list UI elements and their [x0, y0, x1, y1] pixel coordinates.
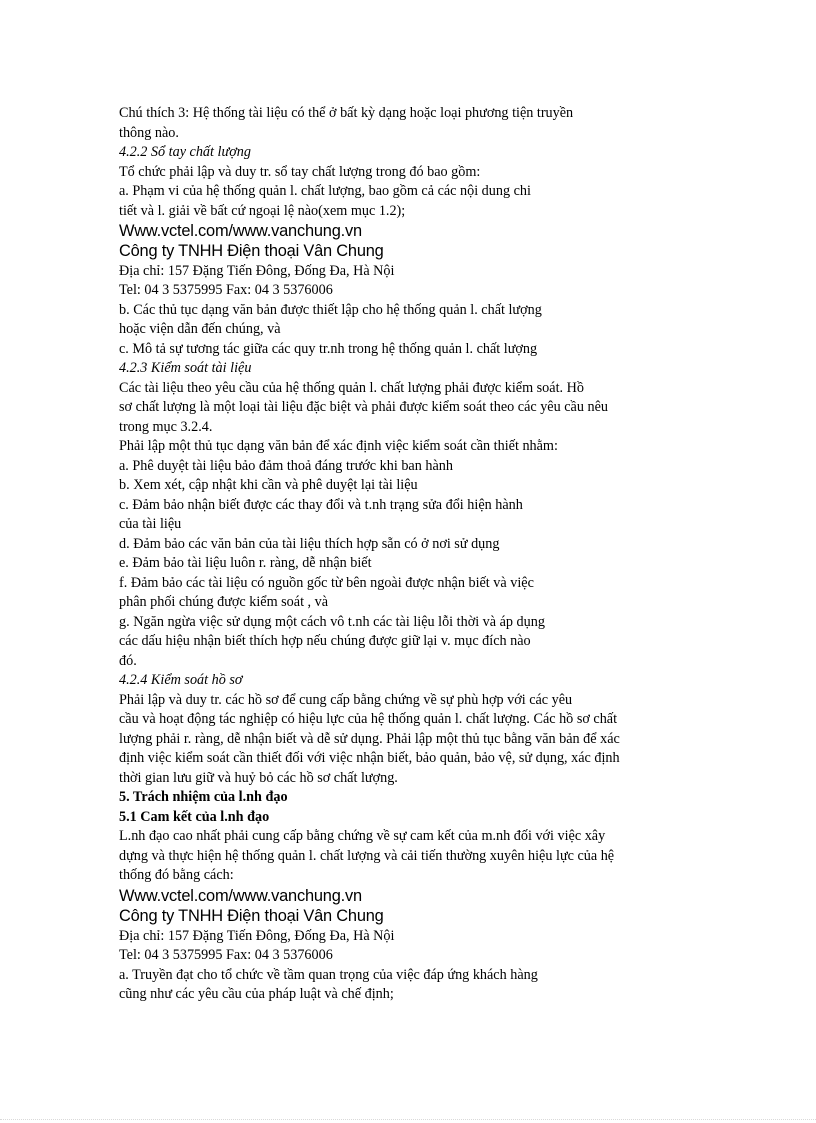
- text-line: Tổ chức phải lập và duy tr. sổ tay chất lượng trong đó bao gồm:: [119, 163, 481, 180]
- text-line: trong mục 3.2.4.: [119, 418, 213, 435]
- company-info-line: Công ty TNHH Điện thoại Vân Chung: [119, 907, 384, 926]
- text-line: cũng như các yêu cầu của pháp luật và chế định;: [119, 986, 394, 1003]
- text-line: định việc kiểm soát cần thiết đối với việc nhận biết, bảo quản, bảo vệ, sử dụng, xác định: [119, 750, 620, 767]
- document-page: [119, 104, 719, 1005]
- section-heading: 4.2.3 Kiểm soát tài liệu: [119, 360, 252, 377]
- text-line: Chú thích 3: Hệ thống tài liệu có thể ở bất kỳ dạng hoặc loại phương tiện truyền: [119, 105, 574, 121]
- text-line: dựng và thực hiện hệ thống quản l. chất lượng và cải tiến thường xuyên hiệu lực của hệ: [119, 847, 615, 864]
- text-line: thông nào.: [119, 124, 179, 141]
- text-line: đó.: [119, 652, 137, 669]
- text-line: b. Các thủ tục dạng văn bản được thiết lập cho hệ thống quản l. chất lượng: [119, 301, 542, 318]
- company-info-line: Công ty TNHH Điện thoại Vân Chung: [119, 242, 384, 261]
- text-line: thống đó bằng cách:: [119, 867, 234, 884]
- page-bottom-rule: [0, 1119, 816, 1120]
- text-line: Các tài liệu theo yêu cầu của hệ thống quản l. chất lượng phải được kiểm soát. Hồ: [119, 379, 584, 396]
- text-line: sơ chất lượng là một loại tài liệu đặc biệt và phải được kiểm soát theo các yêu cầu nêu: [119, 399, 608, 416]
- text-line: lượng phải r. ràng, dễ nhận biết và dễ sử dụng. Phải lập một thủ tục bằng văn bản để xác: [119, 730, 620, 747]
- text-line: d. Đảm bảo các văn bản của tài liệu thích hợp sẵn có ở nơi sử dụng: [119, 535, 500, 552]
- text-line: Tel: 04 3 5375995 Fax: 04 3 5376006: [119, 282, 333, 299]
- text-line: hoặc viện dẫn đến chúng, và: [119, 321, 281, 338]
- text-line: phân phối chúng được kiểm soát , và: [119, 594, 329, 611]
- text-line: của tài liệu: [119, 516, 182, 533]
- text-line: Tel: 04 3 5375995 Fax: 04 3 5376006: [119, 947, 333, 964]
- text-line: Địa chỉ: 157 Đặng Tiến Đông, Đống Đa, Hà Nội: [119, 927, 395, 944]
- text-line: b. Xem xét, cập nhật khi cần và phê duyệt lại tài liệu: [119, 477, 418, 494]
- text-line: e. Đảm bảo tài liệu luôn r. ràng, dễ nhận biết: [119, 555, 372, 572]
- chapter-heading: 5. Trách nhiệm của l.nh đạo: [119, 789, 288, 806]
- text-line: c. Mô tả sự tương tác giữa các quy tr.nh trong hệ thống quản l. chất lượng: [119, 340, 538, 357]
- company-info-line: Www.vctel.com/www.vanchung.vn: [119, 886, 362, 905]
- text-line: cầu và hoạt động tác nghiệp có hiệu lực của hệ thống quản l. chất lượng. Các hồ sơ chất: [119, 711, 618, 728]
- text-line: g. Ngăn ngừa việc sử dụng một cách vô t.nh các tài liệu lỗi thời và áp dụng: [119, 613, 545, 630]
- text-line: Địa chỉ: 157 Đặng Tiến Đông, Đống Đa, Hà Nội: [119, 262, 395, 279]
- text-line: c. Đảm bảo nhận biết được các thay đổi và t.nh trạng sửa đổi hiện hành: [119, 496, 523, 513]
- chapter-heading: 5.1 Cam kết của l.nh đạo: [119, 808, 270, 825]
- section-heading: 4.2.2 Sổ tay chất lượng: [119, 144, 251, 160]
- text-line: L.nh đạo cao nhất phải cung cấp bằng chứng về sự cam kết của m.nh đối với việc xây: [119, 828, 606, 845]
- text-line: thời gian lưu giữ và huỷ bỏ các hồ sơ chất lượng.: [119, 769, 398, 786]
- section-heading: 4.2.4 Kiểm soát hồ sơ: [119, 672, 243, 689]
- company-info-line: Www.vctel.com/www.vanchung.vn: [119, 222, 362, 240]
- text-line: tiết và l. giải về bất cứ ngoại lệ nào(xem mục 1.2);: [119, 202, 406, 219]
- text-line: Phải lập và duy tr. các hồ sơ để cung cấp bằng chứng về sự phù hợp với các yêu: [119, 691, 573, 708]
- text-line: a. Phê duyệt tài liệu bảo đảm thoả đáng trước khi ban hành: [119, 457, 453, 474]
- text-line: các dấu hiệu nhận biết thích hợp nếu chúng được giữ lại v. mục đích nào: [119, 633, 531, 650]
- text-line: a. Truyền đạt cho tổ chức về tầm quan trọng của việc đáp ứng khách hàng: [119, 966, 538, 983]
- text-line: a. Phạm vi của hệ thống quản l. chất lượng, bao gồm cả các nội dung chi: [119, 183, 531, 199]
- text-line: f. Đảm bảo các tài liệu có nguồn gốc từ bên ngoài được nhận biết và việc: [119, 574, 534, 591]
- text-line: Phải lập một thủ tục dạng văn bản để xác định việc kiểm soát cần thiết nhằm:: [119, 438, 558, 455]
